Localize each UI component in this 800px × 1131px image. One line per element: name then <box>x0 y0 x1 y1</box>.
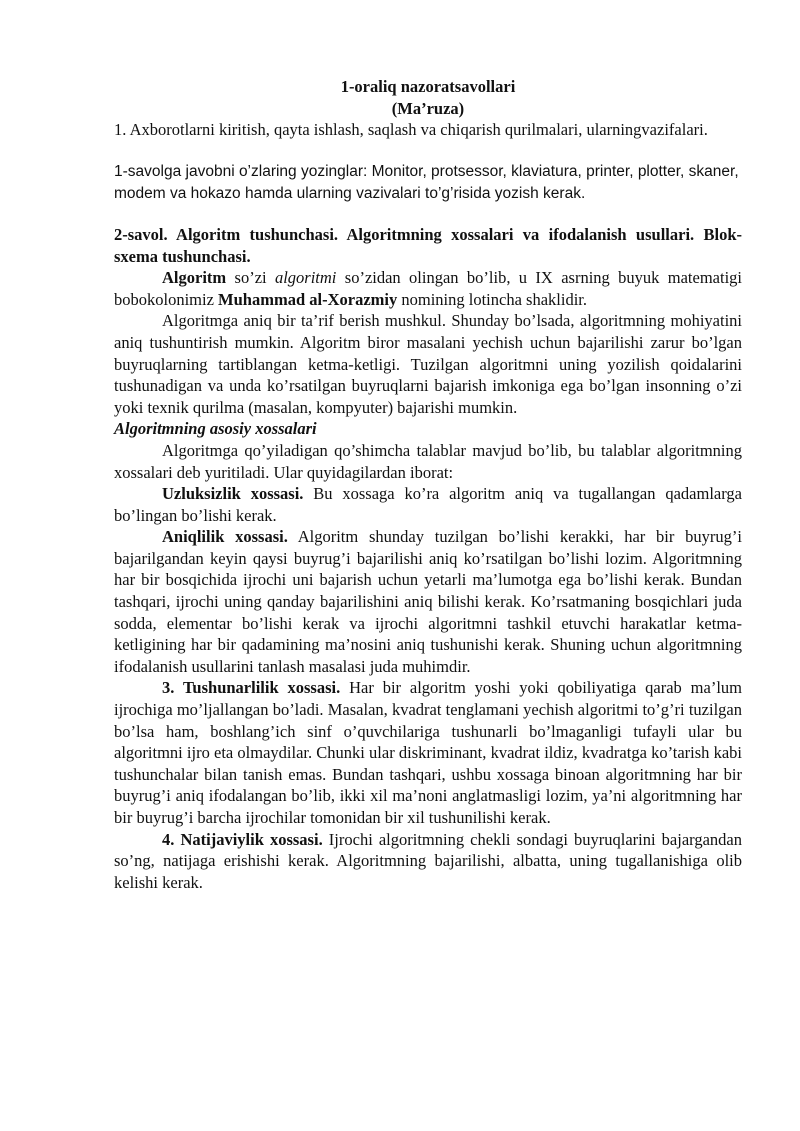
question-1: 1. Axborotlarni kiritish, qayta ishlash, saqlash va chiqarish qurilmalari, ularningvazifalari. <box>114 120 708 140</box>
paragraph-intro: Algoritmga qo’yiladigan qo’shimcha talablar mavjud bo’lib, bu talablar algoritmning xossalari deb yuritiladi. Ular quyidagilardan iborat: <box>114 440 742 482</box>
property-title: 4. Natijaviylik xossasi. <box>162 829 323 849</box>
definition-text-3: nomining lotincha shaklidir. <box>397 289 587 309</box>
definition-text-1: so’zi <box>226 268 275 288</box>
term-algoritm: Algoritm <box>162 268 227 288</box>
property-text: Algoritm shunday tuzilgan bo’lishi kerakki, har bir buyrug’i bajarilgandan keyin qaysi buyrug’i bajarilishi aniq ko’rsatilgan bo’lishi lozim. Algoritmning har bir bosqichida ijrochi uni bajarish uchun yetarli ma’lumotga ega bo’lishi kerak. Bundan tashqari, ijrochi uning qanday bajarilishini aniq bilishi kerak. Ko’rsatmaning bosqichlari juda sodda, elementar bo’lishi kerak va ijrochi algoritmni tashkil etuvchi harakatlar ketma-ketligining har bir qadamining ma’nosini aniq tushunishi kerak. Shuning uchun algoritmning ifodalanish usullarini tanlash masalasi juda muhimdir. <box>114 527 742 676</box>
definition-text-2: so’zidan olingan bo’lib, u IX asrning buyuk matematigi bobokolonimiz <box>114 268 742 309</box>
answer-1-hint: 1-savolga javobni o’zlaring yozinglar: Monitor, protsessor, klaviatura, printer, plotter, skaner, modem va hokazo hamda ularning vazivalari to’g’risida yozish kerak. <box>114 162 739 203</box>
property-paragraph <box>114 526 742 677</box>
section-heading: Algoritmning asosiy xossalari <box>114 419 317 439</box>
property-paragraph <box>114 829 742 894</box>
property-title: Aniqlilik xossasi. <box>162 527 288 547</box>
property-text: Bu xossaga ko’ra algoritm aniq va tugallangan qadamlarga bo’lingan bo’lishi kerak. <box>114 484 742 525</box>
person-name: Muhammad al-Xorazmiy <box>218 289 398 309</box>
property-paragraph <box>114 483 742 526</box>
property-title: Uzluksizlik xossasi. <box>162 484 304 504</box>
document-title: 1-oraliq nazoratsavollari <box>340 77 516 96</box>
property-text: Ijrochi algoritmning chekli sondagi buyruqlarini bajargandan so’ng, natijaga erishishi kerak. Algoritmning bajarilishi, albatta, uning tugallanishiga olib kelishi kerak. <box>114 829 742 892</box>
document-page <box>114 76 742 893</box>
property-text: Har bir algoritm yoshi yoki qobiliyatiga qarab ma’lum ijrochiga mo’ljallangan bo’ladi. Masalan, kvadrat tenglamani yechish algoritmi to’g’ri tuzilgan bo’lsa ham, boshlang’ich sinf o’quvchilariga tushunarli bo’lmaganligi tufayli ular bu algoritmni ijro eta olmaydilar. Chunki ular diskriminant, kvadrat ildiz, kvadratga ko’tarish kabi tushunchalar bilan tanish emas. Bundan tashqari, ushbu xossaga binoan algoritmning har bir buyrug’i aniq ifodalangan bo’lib, ikki xil ma’noni anglatmasligi lozim, ya’ni algoritmning har bir buyrug’i barcha ijrochilar tomonidan bir xil tushunilishi kerak. <box>114 678 742 827</box>
question-2: 2-savol. Algoritm tushunchasi. Algoritmning xossalari va ifodalanish usullari. Blok-sxema tushunchasi. <box>114 224 742 266</box>
paragraph-general: Algoritmga aniq bir ta’rif berish mushkul. Shunday bo’lsada, algoritmning mohiyatini aniq tushuntirish mumkin. Algoritm biror masalani yechish uchun bajarilishi zarur bo’lgan buyruqlarning tartiblangan ketma-ketligi. Tuzilgan algoritmni uning yozilish qoidalarini tushunadigan va unda ko’rsatilgan buyruqlarni bajarish imkoniga ega bo’lgan insonning o’zi yoki texnik qurilma (masalan, kompyuter) bajarishi mumkin. <box>114 311 742 417</box>
property-title: 3. Tushunarlilik xossasi. <box>162 678 341 698</box>
paragraph-definition <box>114 267 742 310</box>
property-paragraph <box>114 677 742 828</box>
term-origin: algoritmi <box>274 268 337 288</box>
document-subtitle: (Ma’ruza) <box>391 98 465 118</box>
